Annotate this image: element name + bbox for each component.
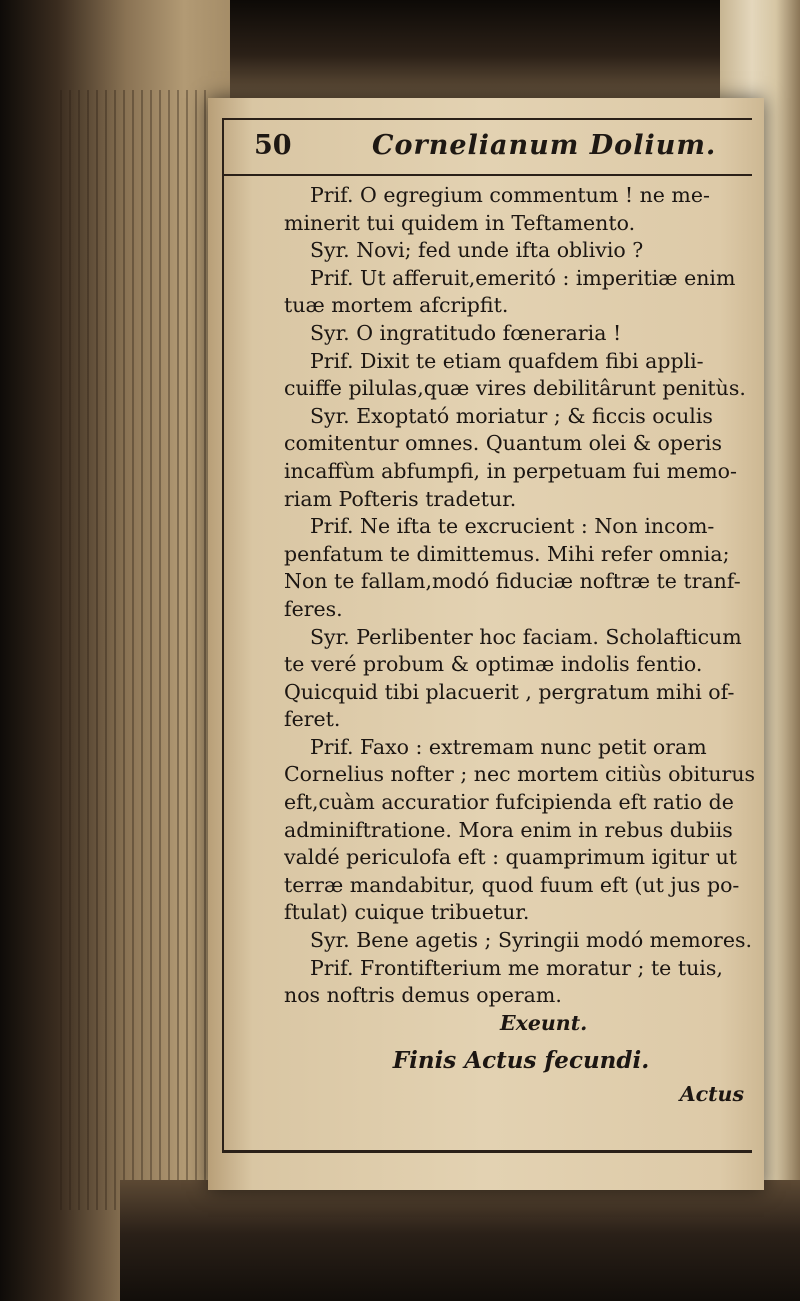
book-left-edge [0,0,230,1301]
page-number: 50 [254,130,292,161]
text-line: cuiffe pilulas,quæ vires debilitârunt penitùs. [284,376,746,401]
text-line: adminiftratione. Mora enim in rebus dubiis [284,817,733,842]
act-end-heading: Finis Actus fecundi. [392,1047,650,1075]
text-line: Syr. Perlibenter hoc faciam. Scholafticum [310,624,742,649]
frame-left-rule [222,118,224,1152]
page-header [234,130,754,170]
header-rule [222,174,752,176]
text-line: Prif. Dixit te etiam quafdem fibi appli- [310,348,704,373]
frame-bottom-rule [222,1150,752,1153]
text-line: ftulat) cuique tribuetur. [284,900,530,925]
body-text [284,182,758,1109]
running-title: Cornelianum Dolium. [372,130,717,161]
text-line: terræ mandabitur, quod fuum eft (ut jus po- [284,872,740,897]
text-line: Syr. Bene agetis ; Syringii modó memores. [310,928,753,953]
text-line: te veré probum & optimæ indolis fentio. [284,652,703,677]
text-line: Prif. O egregium commentum ! ne me- [310,183,710,207]
text-line: tuæ mortem afcripfit. [284,293,509,318]
text-line: Non te fallam,modó fiduciæ noftræ te tranf- [284,569,741,594]
frame-top-rule [222,118,752,120]
text-line: Syr. O ingratitudo fœneraria ! [310,320,622,345]
text-line: Quicquid tibi placuerit , pergratum mihi of- [284,679,735,704]
text-line: riam Pofteris tradetur. [284,486,517,511]
page-edges-left [60,90,210,1210]
text-line: feret. [284,707,341,732]
text-line: penfatum te dimittemus. Mihi refer omnia; [284,541,730,566]
book-page [208,98,764,1190]
text-line: Prif. Ne ifta te excrucient : Non incom- [310,514,715,539]
catchword: Actus [679,1082,744,1106]
stage-direction-exeunt: Exeunt. [500,1010,588,1035]
text-line: incaffùm abfumpfi, in perpetuam fui memo- [284,458,737,483]
text-line: eft,cuàm accuratior fufcipienda eft ratio de [284,790,734,815]
text-line: Cornelius nofter ; nec mortem citiùs obiturus [284,762,756,787]
text-line: Prif. Ut afferuit,emeritó : imperitiæ enim [310,265,736,290]
text-line: nos noftris demus operam. [284,983,562,1008]
text-line: feres. [284,596,343,621]
text-line: Prif. Frontifterium me moratur ; te tuis, [310,955,723,980]
text-line: Syr. Exoptató moriatur ; & ficcis oculis [310,403,713,428]
book-bottom-edge [120,1180,800,1301]
text-line: minerit tui quidem in Teftamento. [284,210,636,235]
text-line: Prif. Faxo : extremam nunc petit oram [310,734,707,759]
text-line: valdé periculofa eft : quamprimum igitur ut [284,845,738,870]
text-line: Syr. Novi; fed unde ifta oblivio ? [310,238,644,263]
text-line: comitentur omnes. Quantum olei & operis [284,431,722,456]
